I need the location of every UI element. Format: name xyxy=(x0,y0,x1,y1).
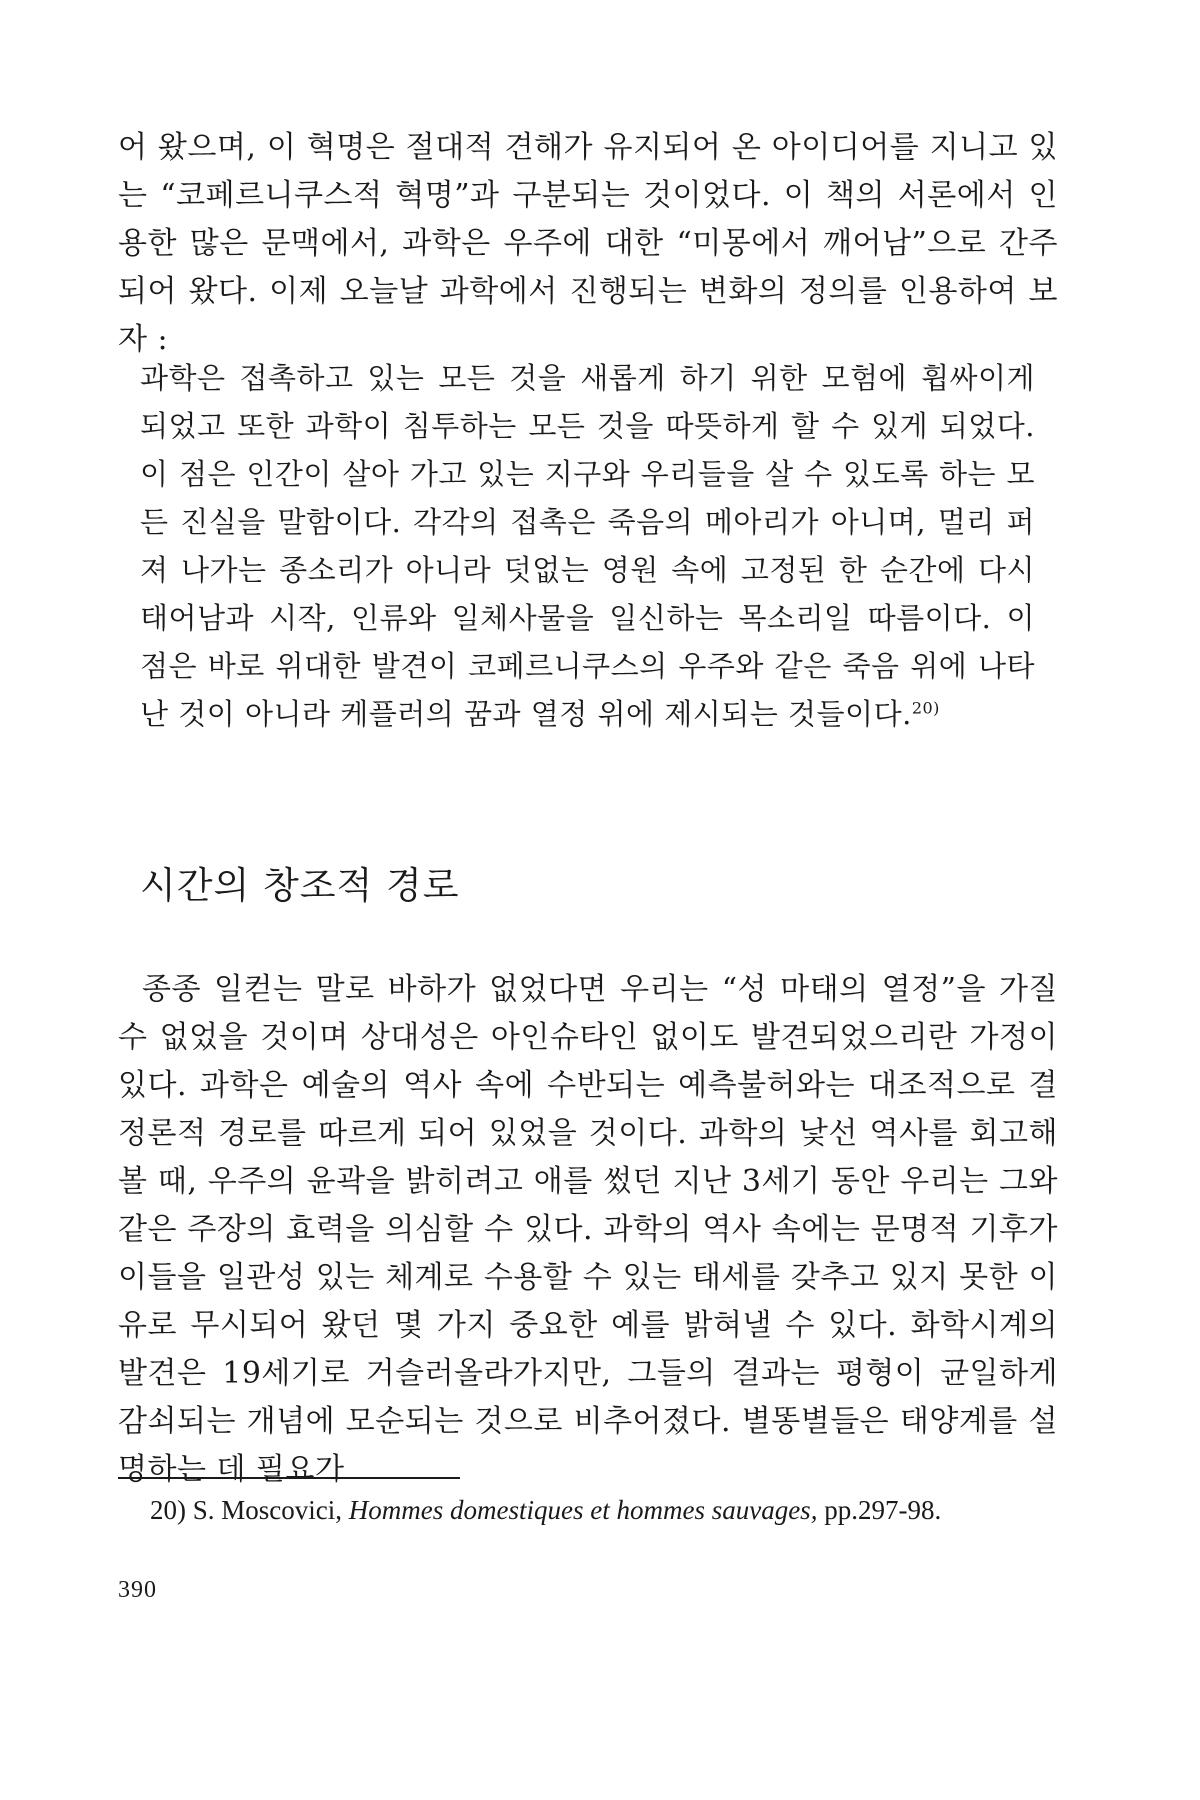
block-quote xyxy=(140,354,1035,738)
section-heading: 시간의 창조적 경로 xyxy=(140,864,460,907)
footnote-divider xyxy=(118,1477,460,1479)
footnote-pages: pp.297-98. xyxy=(824,1495,942,1525)
page-number: 390 xyxy=(118,1577,157,1603)
footnote-author: S. Moscovici, xyxy=(192,1495,343,1525)
quote-footnote-reference: 20) xyxy=(911,698,940,718)
footnote-marker: 20) xyxy=(150,1495,186,1525)
footnote-title: Hommes domestiques et hommes sauvages, xyxy=(348,1495,818,1525)
body-paragraph: 종종 일컫는 말로 바하가 없었다면 우리는 “성 마태의 열정”을 가질 수 없었을 것이며 상대성은 아인슈타인 없이도 발견되었으리란 가정이 있다. 과학은 예술의 역사 속에 수반되는 예측불허와는 대조적으로 결정론적 경로를 따르게 되어 있었을 것이다. 과학의 낯선 역사를 회고해 볼 때, 우주의 윤곽을 밝히려고 애를 썼던 지난 3세기 동안 우리는 그와 같은 주장의 효력을 의심할 수 있다. 과학의 역사 속에는 문명적 기후가 이들을 일관성 있는 체계로 수용할 수 있는 태세를 갖추고 있지 못한 이유로 무시되어 왔던 몇 가지 중요한 예를 밝혀낼 수 있다. 화학시계의 발견은 19세기로 거슬러올라가지만, 그들의 결과는 평형이 균일하게 감쇠되는 개념에 모순되는 것으로 비추어졌다. 별똥별들은 태양계를 설명하는 데 필요가 xyxy=(118,972,1058,1487)
body-paragraph-continued: 어 왔으며, 이 혁명은 절대적 견해가 유지되어 온 아이디어를 지니고 있는 “코페르니쿠스적 혁명”과 구분되는 것이었다. 이 책의 서론에서 인용한 많은 문맥에서, 과학은 우주에 대한 “미몽에서 깨어남”으로 간주되어 왔다. 이제 오늘날 과학에서 진행되는 변화의 정의를 인용하여 보자 : xyxy=(118,130,1058,357)
footnote xyxy=(150,1492,941,1528)
block-quote-text: 과학은 접촉하고 있는 모든 것을 새롭게 하기 위한 모험에 휩싸이게 되었고 또한 과학이 침투하는 모든 것을 따뜻하게 할 수 있게 되었다. 이 점은 인간이 살아 가고 있는 지구와 우리들을 살 수 있도록 하는 모든 진실을 말함이다. 각각의 접촉은 죽음의 메아리가 아니며, 멀리 퍼져 나가는 종소리가 아니라 덧없는 영원 속에 고정된 한 순간에 다시 태어남과 시작, 인류와 일체사물을 일신하는 목소리일 따름이다. 이 점은 바로 위대한 발견이 코페르니쿠스의 우주와 같은 죽음 위에 나타난 것이 아니라 케플러의 꿈과 열정 위에 제시되는 것들이다. xyxy=(140,361,1035,731)
